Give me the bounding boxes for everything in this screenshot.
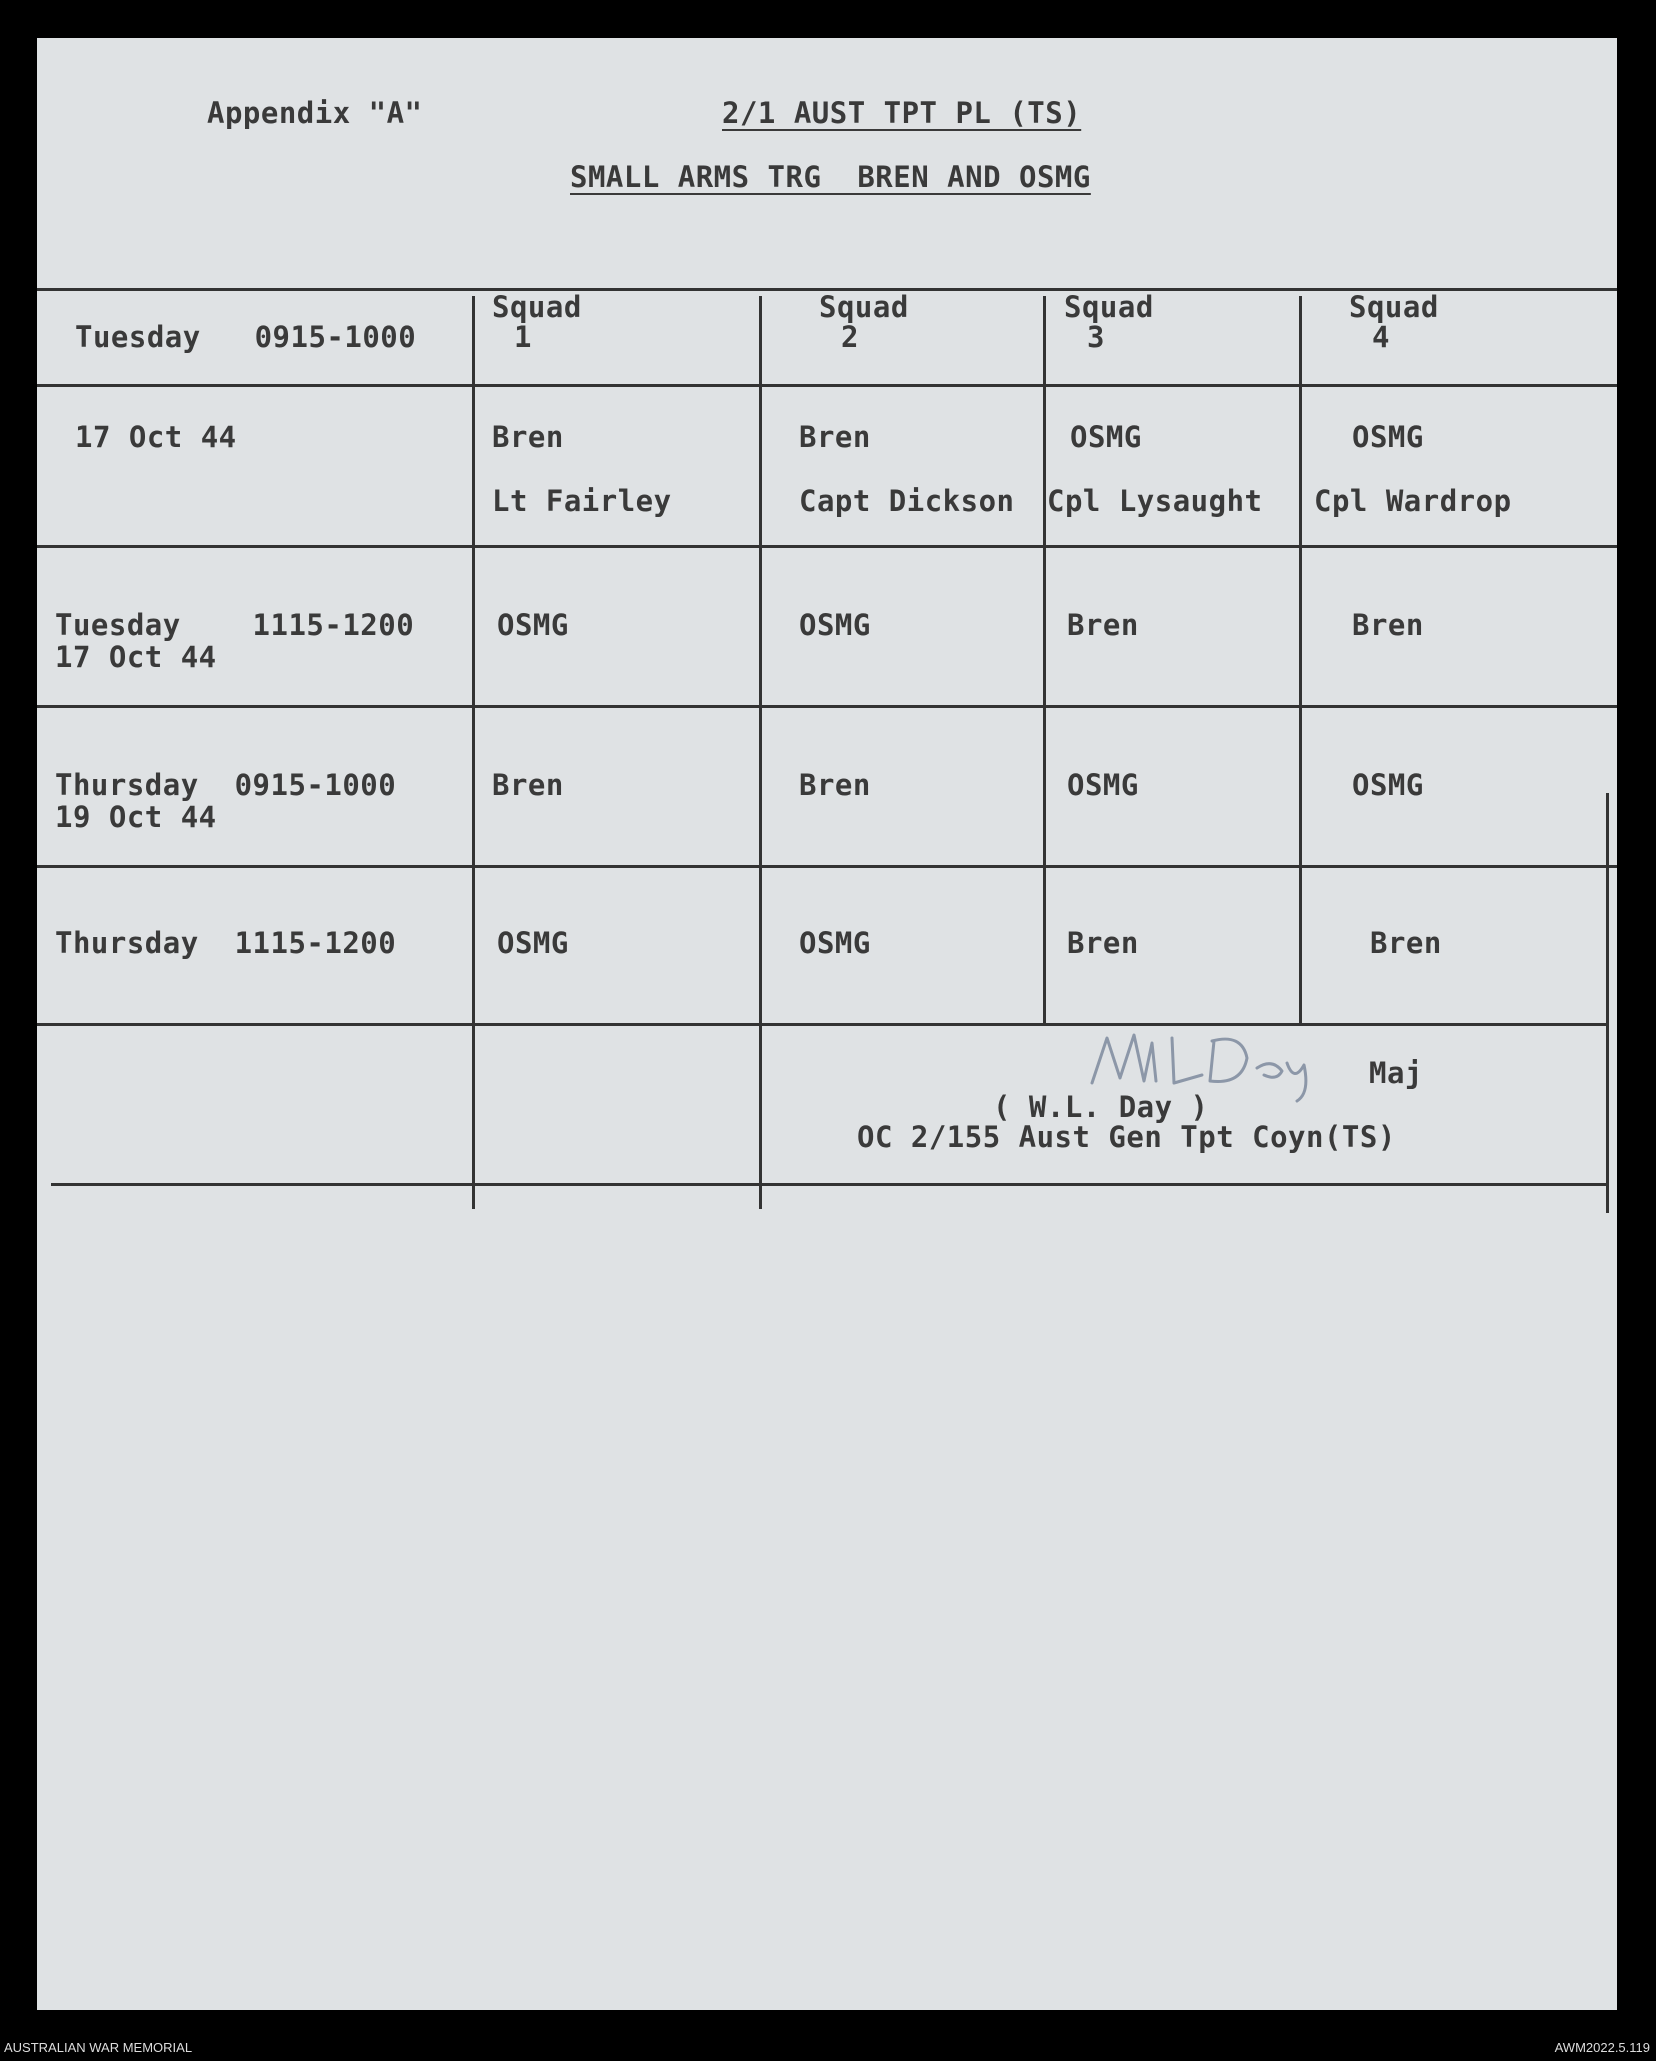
row-4-label: Thursday 1115-1200: [55, 926, 397, 960]
archive-reference: AWM2022.5.119: [1554, 2040, 1650, 2055]
row-1-squad-1: Bren: [492, 420, 564, 454]
row-1-squad-3: OSMG: [1070, 420, 1142, 454]
row-3-squad-2: Bren: [799, 768, 871, 802]
row-4-squad-2: OSMG: [799, 926, 871, 960]
row-4-squad-1: OSMG: [497, 926, 569, 960]
row-3-squad-1: Bren: [492, 768, 564, 802]
squad-1-number: 1: [514, 320, 532, 354]
row-3-label: Thursday 0915-1000: [55, 768, 397, 802]
row-1-instructor-4: Cpl Wardrop: [1314, 484, 1512, 518]
row-3-squad-3: OSMG: [1067, 768, 1139, 802]
table-column-rule: [1606, 793, 1609, 1213]
table-column-rule: [472, 296, 475, 1209]
subject-title: SMALL ARMS TRG BREN AND OSMG: [570, 160, 1091, 194]
row-1-squad-2: Bren: [799, 420, 871, 454]
signatory-name: ( W.L. Day ): [993, 1090, 1209, 1124]
row-2-squad-3: Bren: [1067, 608, 1139, 642]
row-1-instructor-1: Lt Fairley: [492, 484, 672, 518]
row-3-date: 19 Oct 44: [55, 800, 217, 834]
table-rule: [37, 865, 1617, 868]
signatory-appointment: OC 2/155 Aust Gen Tpt Coyn(TS): [857, 1120, 1396, 1154]
row-2-squad-2: OSMG: [799, 608, 871, 642]
squad-3-number: 3: [1087, 320, 1105, 354]
row-4-squad-3: Bren: [1067, 926, 1139, 960]
row-1-instructor-2: Capt Dickson: [799, 484, 1015, 518]
row-1-label: 17 Oct 44: [75, 420, 237, 454]
archive-credit: AUSTRALIAN WAR MEMORIAL: [4, 2040, 193, 2055]
squad-2-number: 2: [841, 320, 859, 354]
signatory-rank: Maj: [1369, 1056, 1423, 1090]
table-column-rule: [759, 296, 762, 1209]
squad-1-label: Squad: [492, 290, 582, 324]
table-column-rule: [1043, 296, 1046, 1026]
row-2-squad-1: OSMG: [497, 608, 569, 642]
squad-4-number: 4: [1372, 320, 1390, 354]
row-4-squad-4: Bren: [1370, 926, 1442, 960]
table-rule-bottom: [51, 1183, 1607, 1186]
appendix-label: Appendix "A": [207, 96, 423, 130]
table-rule: [37, 545, 1617, 548]
table-rule: [37, 705, 1617, 708]
row-2-label: Tuesday 1115-1200: [55, 608, 415, 642]
row-1-squad-4: OSMG: [1352, 420, 1424, 454]
row-2-date: 17 Oct 44: [55, 640, 217, 674]
squad-4-label: Squad: [1349, 290, 1439, 324]
header-row-label: Tuesday 0915-1000: [75, 320, 417, 354]
squad-2-label: Squad: [819, 290, 909, 324]
table-rule: [37, 384, 1617, 387]
unit-title: 2/1 AUST TPT PL (TS): [722, 96, 1082, 130]
table-rule: [37, 1023, 1607, 1026]
row-1-instructor-3: Cpl Lysaught: [1047, 484, 1263, 518]
row-2-squad-4: Bren: [1352, 608, 1424, 642]
row-3-squad-4: OSMG: [1352, 768, 1424, 802]
table-column-rule: [1299, 296, 1302, 1026]
squad-3-label: Squad: [1064, 290, 1154, 324]
document-page: [37, 38, 1617, 2010]
